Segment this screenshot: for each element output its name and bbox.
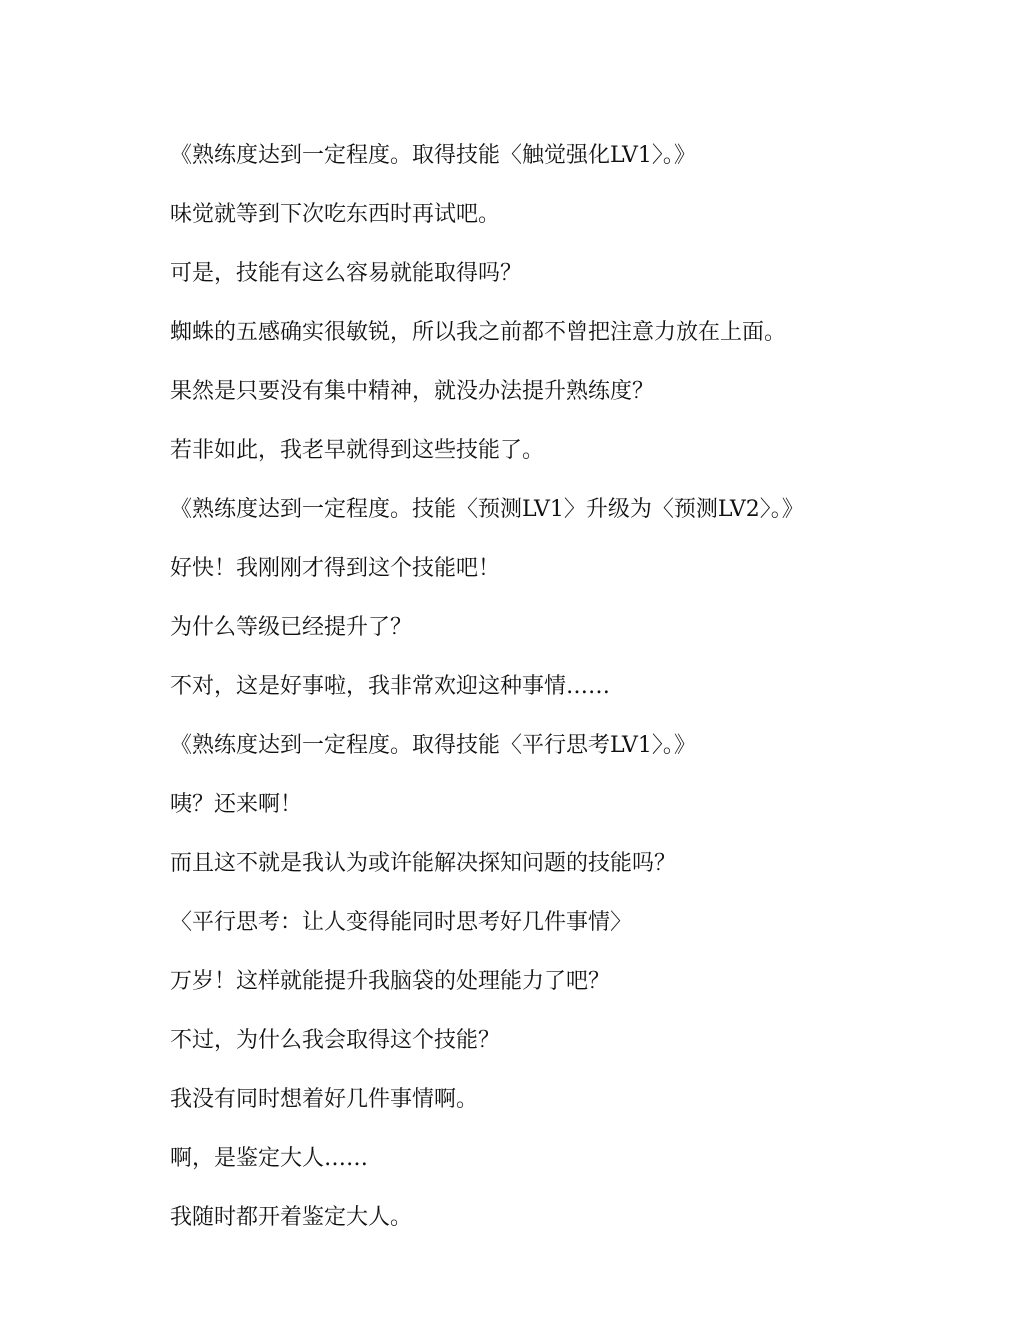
paragraph: 咦？还来啊！ [170, 792, 303, 817]
document-body [120, 138, 900, 1259]
paragraph: 万岁！这样就能提升我脑袋的处理能力了吧？ [170, 969, 611, 994]
paragraph: 果然是只要没有集中精神，就没办法提升熟练度？ [170, 379, 655, 404]
paragraph: 可是，技能有这么容易就能取得吗？ [170, 261, 523, 286]
paragraph: 《熟练度达到一定程度。技能〈预测LV1〉升级为〈预测LV2〉。》 [170, 497, 804, 522]
paragraph: 为什么等级已经提升了？ [170, 615, 413, 640]
paragraph: 〈平行思考：让人变得能同时思考好几件事情〉 [170, 910, 633, 935]
paragraph: 若非如此，我老早就得到这些技能了。 [170, 438, 545, 463]
paragraph: 不过，为什么我会取得这个技能？ [170, 1028, 501, 1053]
paragraph: 《熟练度达到一定程度。取得技能〈触觉强化LV1〉。》 [170, 143, 696, 168]
paragraph: 味觉就等到下次吃东西时再试吧。 [170, 202, 501, 227]
paragraph: 啊，是鉴定大人…… [170, 1146, 369, 1171]
paragraph: 我没有同时想着好几件事情啊。 [170, 1087, 479, 1112]
paragraph: 我随时都开着鉴定大人。 [170, 1205, 413, 1230]
paragraph: 不对，这是好事啦，我非常欢迎这种事情…… [170, 674, 611, 699]
paragraph: 蜘蛛的五感确实很敏锐，所以我之前都不曾把注意力放在上面。 [170, 320, 787, 345]
paragraph: 而且这不就是我认为或许能解决探知问题的技能吗？ [170, 851, 677, 876]
paragraph: 《熟练度达到一定程度。取得技能〈平行思考LV1〉。》 [170, 733, 696, 758]
paragraph: 好快！我刚刚才得到这个技能吧！ [170, 556, 501, 581]
